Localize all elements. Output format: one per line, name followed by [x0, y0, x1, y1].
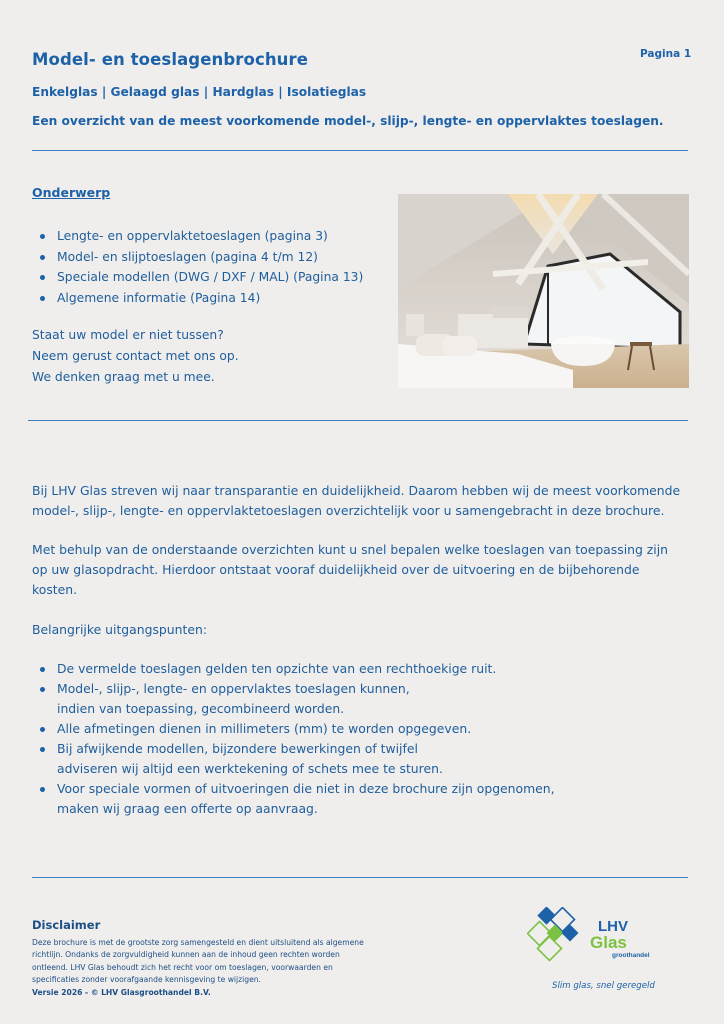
list-item: Model- en slijptoeslagen (pagina 4 t/m 12) — [38, 247, 363, 268]
intro-line: Bij LHV Glas streven wij naar transparantie en duidelijkheid. Daarom hebben wij de meest voorkomende — [32, 483, 681, 498]
lhv-glas-logo — [527, 907, 667, 962]
page-title: Model- en toeslagenbrochure — [32, 50, 309, 69]
disclaimer-line: ontleend. LHV Glas behoudt zich het recht voor om toeslagen, voorwaarden en — [32, 962, 333, 972]
list-item: Algemene informatie (Pagina 14) — [38, 288, 363, 309]
intro-line: model-, slijp-, lengte- en oppervlaktetoeslagen overzichtelijk voor u samengebracht in deze brochure. — [32, 503, 665, 518]
version-note: Versie 2026 - © LHV Glasgroothandel B.V. — [32, 988, 211, 997]
list-item-line: adviseren wij altijd een werktekening of schets mee te sturen. — [57, 761, 443, 776]
contact-note — [32, 325, 239, 387]
list-item-line: indien van toepassing, gecombineerd worden. — [57, 701, 345, 716]
list-item-line: Voor speciale vormen of uitvoeringen die niet in deze brochure zijn opgenomen, — [57, 781, 555, 796]
intro-paragraph — [32, 481, 712, 521]
divider — [32, 877, 688, 878]
summary-subtitle: Een overzicht van de meest voorkomende model-, slijp-, lengte- en oppervlaktes toeslagen. — [32, 114, 664, 128]
list-item-line: maken wij graag een offerte op aanvraag. — [57, 801, 318, 816]
list-item: Lengte- en oppervlaktetoeslagen (pagina 3) — [38, 226, 363, 247]
list-item — [38, 739, 555, 779]
disclaimer-heading: Disclaimer — [32, 918, 101, 932]
principles-heading: Belangrijke uitgangspunten: — [32, 622, 208, 637]
tagline: Slim glas, snel geregeld — [552, 981, 655, 991]
list-item-line: De vermelde toeslagen gelden ten opzichte van een rechthoekige ruit. — [57, 661, 497, 676]
disclaimer-line: Deze brochure is met de grootste zorg samengesteld en dient uitsluitend als algemene — [32, 938, 364, 947]
divider — [28, 420, 688, 421]
page-number: Pagina 1 — [640, 48, 692, 60]
contact-line: Neem gerust contact met ons op. — [32, 348, 239, 363]
divider — [32, 150, 688, 151]
list-item — [38, 719, 555, 739]
list-item: Speciale modellen (DWG / DXF / MAL) (Pagina 13) — [38, 267, 363, 288]
disclaimer-text — [32, 937, 412, 987]
bedroom-photo — [398, 194, 689, 388]
glass-types-subtitle: Enkelglas | Gelaagd glas | Hardglas | Isolatieglas — [32, 85, 367, 99]
usage-line: kosten. — [32, 582, 78, 597]
disclaimer-line: specificaties zonder voorafgaande kennisgeving te wijzigen. — [32, 975, 261, 985]
list-item — [38, 779, 555, 819]
usage-line: op uw glasopdracht. Hierdoor ontstaat vooraf duidelijkheid over de uitvoering en de bijbehorende — [32, 562, 640, 577]
topics-list — [38, 226, 363, 308]
list-item-line: Bij afwijkende modellen, bijzondere bewerkingen of twijfel — [57, 741, 418, 756]
contact-line: We denken graag met u mee. — [32, 369, 215, 384]
logo-groothandel-text: groothandel — [612, 952, 650, 959]
contact-line: Staat uw model er niet tussen? — [32, 328, 224, 342]
logo-lhv-text: LHV — [598, 918, 628, 935]
logo-glas-text: Glas — [590, 933, 627, 952]
disclaimer-line: richtlijn. Ondanks de zorgvuldigheid kunnen aan de inhoud geen rechten worden — [32, 950, 340, 960]
list-item — [38, 659, 555, 679]
usage-paragraph — [32, 540, 712, 600]
list-item — [38, 679, 555, 719]
list-item-line: Model-, slijp-, lengte- en oppervlaktes toeslagen kunnen, — [57, 681, 410, 696]
usage-line: Met behulp van de onderstaande overzichten kunt u snel bepalen welke toeslagen van toepassing zijn — [32, 542, 669, 557]
principles-list — [38, 659, 555, 819]
list-item-line: Alle afmetingen dienen in millimeters (mm) te worden opgegeven. — [57, 721, 472, 736]
topics-heading: Onderwerp — [32, 185, 111, 200]
